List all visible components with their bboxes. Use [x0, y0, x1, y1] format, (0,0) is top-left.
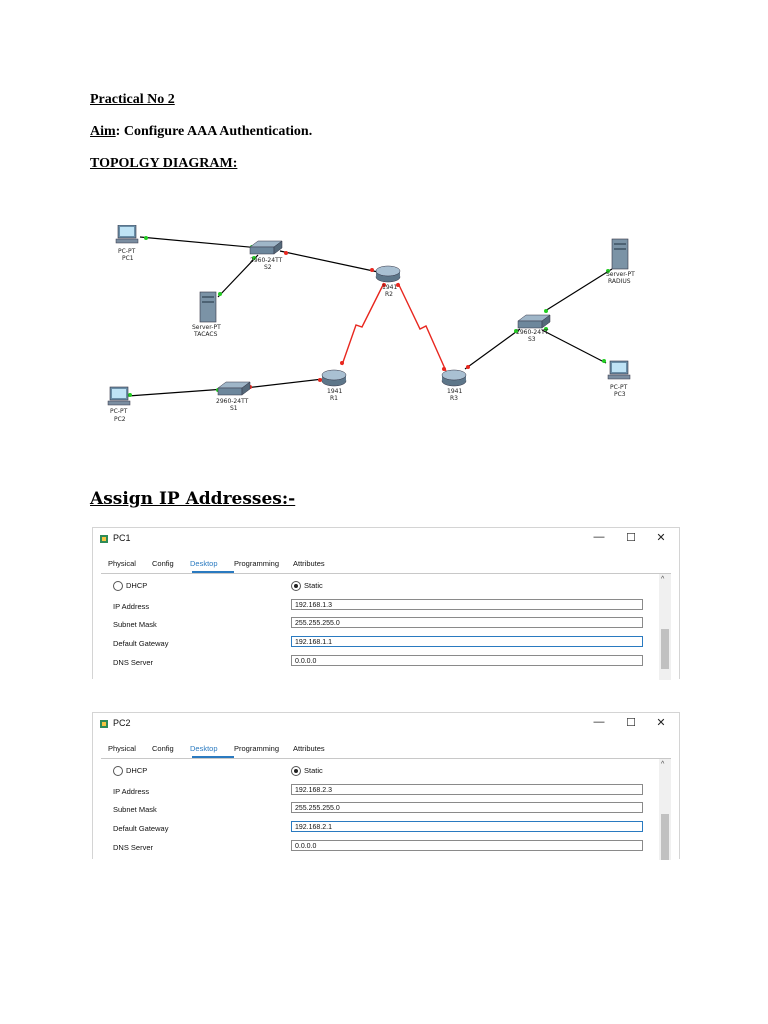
pc1-model: PC-PT [118, 248, 136, 255]
static-label: Static [304, 766, 323, 775]
r3-model: 1941 [447, 388, 463, 395]
link-pc2-s1 [128, 389, 225, 396]
default-gateway-field[interactable]: 192.168.1.1 [291, 636, 643, 647]
r1-name: R1 [330, 395, 338, 402]
radius-model: Server-PT [606, 271, 635, 278]
dns-server-label: DNS Server [113, 658, 154, 667]
window-title: PC2 [113, 718, 131, 728]
ip-address-label: IP Address [113, 787, 150, 796]
radius-name: RADIUS [608, 278, 631, 285]
pc3-icon[interactable] [608, 361, 630, 379]
packet-tracer-icon [99, 534, 109, 544]
static-label: Static [304, 581, 323, 590]
default-gateway-field[interactable]: 192.168.2.1 [291, 821, 643, 832]
r3-icon[interactable] [442, 370, 466, 386]
default-gateway-label: Default Gateway [113, 824, 169, 833]
pc1-config-window [92, 527, 680, 679]
tacacs-name: TACACS [194, 331, 218, 338]
ip-address-field[interactable]: 192.168.2.3 [291, 784, 643, 795]
r1-model: 1941 [327, 388, 343, 395]
serial-r2-r1 [342, 283, 384, 365]
vertical-scrollbar[interactable] [659, 759, 671, 860]
default-gateway-label: Default Gateway [113, 639, 169, 648]
r2-icon[interactable] [376, 266, 400, 282]
ip-config-panel [101, 573, 671, 680]
link-s3-pc3 [542, 330, 606, 363]
dns-server-label: DNS Server [113, 843, 154, 852]
subnet-mask-label: Subnet Mask [113, 805, 157, 814]
tab-config[interactable]: Config [152, 559, 174, 568]
close-icon[interactable]: ✕ [656, 717, 666, 729]
pc3-name: PC3 [614, 391, 626, 398]
topology-diagram [100, 225, 660, 435]
tacacs-icon[interactable] [200, 292, 216, 322]
tab-attributes[interactable]: Attributes [293, 744, 325, 753]
link-s3-radius [545, 269, 612, 311]
maximize-icon[interactable]: ☐ [626, 717, 636, 729]
subnet-mask-field[interactable]: 255.255.255.0 [291, 617, 643, 628]
maximize-icon[interactable]: ☐ [626, 532, 636, 544]
s1-name: S1 [230, 405, 238, 412]
static-radio[interactable] [291, 766, 301, 776]
dns-server-field[interactable]: 0.0.0.0 [291, 655, 643, 666]
s1-icon[interactable] [218, 382, 250, 395]
window-titlebar[interactable] [93, 528, 679, 550]
s3-model: 2960-24TT [516, 329, 549, 336]
s2-name: S2 [264, 264, 272, 271]
pc2-config-window [92, 712, 680, 859]
tacacs-model: Server-PT [192, 324, 221, 331]
dhcp-radio[interactable] [113, 581, 123, 591]
pc1-name: PC1 [122, 255, 134, 262]
r2-name: R2 [385, 291, 393, 298]
subnet-mask-field[interactable]: 255.255.255.0 [291, 802, 643, 813]
dhcp-label: DHCP [126, 766, 148, 775]
minimize-icon[interactable]: — [593, 716, 605, 728]
pc3-model: PC-PT [610, 384, 628, 391]
aim-label: Aim [90, 124, 116, 139]
r1-icon[interactable] [322, 370, 346, 386]
link-s1-r1 [245, 379, 323, 388]
link-r3-s3 [465, 329, 520, 369]
subnet-mask-label: Subnet Mask [113, 620, 157, 629]
window-titlebar[interactable] [93, 713, 679, 735]
r2-model: 1941 [382, 284, 398, 291]
s2-icon[interactable] [250, 241, 282, 254]
tab-desktop[interactable]: Desktop [190, 559, 218, 568]
ip-config-panel [101, 758, 671, 860]
aim-text: : Configure AAA Authentication. [115, 124, 313, 139]
scroll-up-icon[interactable]: ^ [661, 761, 665, 768]
s3-name: S3 [528, 336, 536, 343]
pc2-model: PC-PT [110, 408, 128, 415]
topology-heading: TOPOLGY DIAGRAM: [90, 156, 238, 171]
pc1-icon[interactable] [116, 225, 138, 243]
assign-heading: Assign IP Addresses:- [90, 489, 296, 509]
packet-tracer-icon [99, 719, 109, 729]
pc2-name: PC2 [114, 416, 126, 423]
practical-title: Practical No 2 [90, 92, 175, 107]
dhcp-label: DHCP [126, 581, 148, 590]
link-pc1-s2 [140, 237, 260, 248]
link-s2-r2 [280, 251, 378, 272]
dhcp-radio[interactable] [113, 766, 123, 776]
scroll-thumb[interactable] [661, 814, 669, 860]
ip-address-field[interactable]: 192.168.1.3 [291, 599, 643, 610]
r3-name: R3 [450, 395, 458, 402]
s3-icon[interactable] [518, 315, 550, 328]
tab-physical[interactable]: Physical [108, 744, 136, 753]
tab-config[interactable]: Config [152, 744, 174, 753]
window-title: PC1 [113, 533, 131, 543]
tab-programming[interactable]: Programming [234, 559, 280, 568]
scroll-up-icon[interactable]: ^ [661, 576, 665, 583]
vertical-scrollbar[interactable] [659, 574, 671, 680]
tab-desktop[interactable]: Desktop [190, 744, 218, 753]
tab-attributes[interactable]: Attributes [293, 559, 325, 568]
s1-model: 2960-24TT [216, 398, 249, 405]
minimize-icon[interactable]: — [593, 531, 605, 543]
serial-r2-r3 [398, 283, 446, 371]
tab-programming[interactable]: Programming [234, 744, 280, 753]
ip-address-label: IP Address [113, 602, 150, 611]
static-radio[interactable] [291, 581, 301, 591]
s2-model: 2960-24TT [250, 257, 283, 264]
dns-server-field[interactable]: 0.0.0.0 [291, 840, 643, 851]
radius-icon[interactable] [612, 239, 628, 269]
tab-physical[interactable]: Physical [108, 559, 136, 568]
aim-line [90, 124, 312, 140]
scroll-thumb[interactable] [661, 629, 669, 669]
close-icon[interactable]: ✕ [656, 532, 666, 544]
pc2-icon[interactable] [108, 387, 130, 405]
